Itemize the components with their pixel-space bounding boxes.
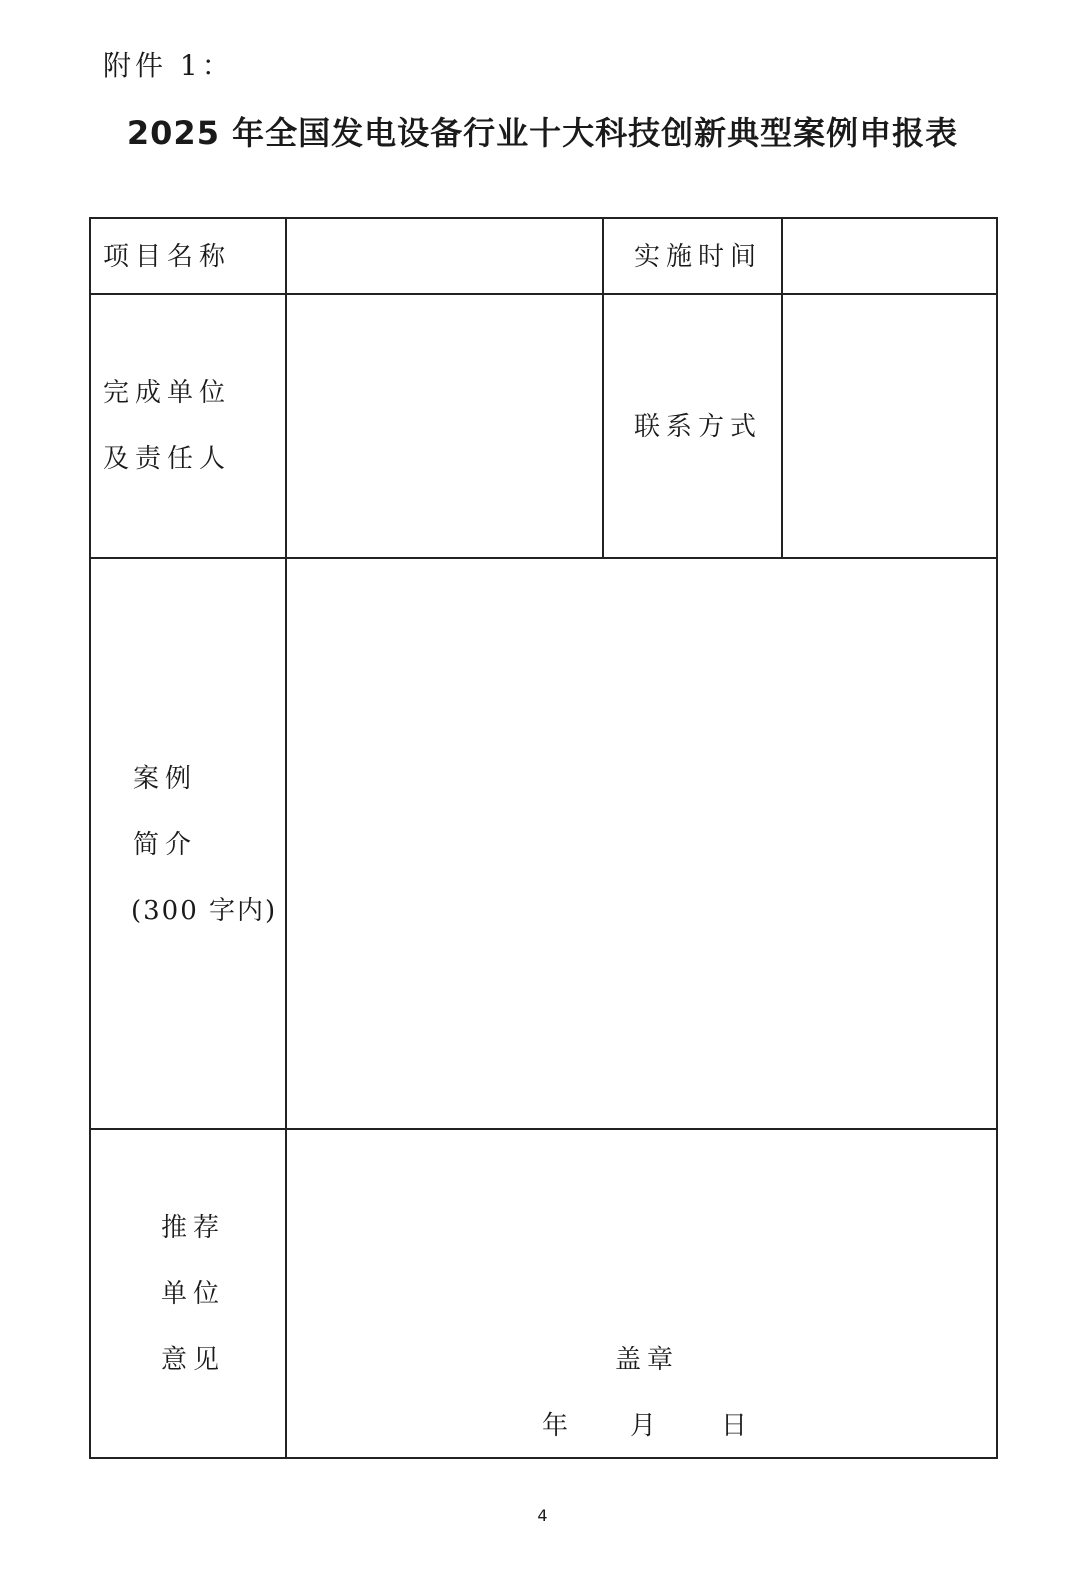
- page-number: 4: [537, 1506, 548, 1525]
- row-divider: [91, 1128, 996, 1130]
- case-label-line3: (300 字内): [131, 896, 278, 926]
- column-divider: [602, 219, 604, 559]
- date-month-label: 月: [630, 1411, 663, 1441]
- case-summary-field[interactable]: [291, 564, 991, 1124]
- row-divider: [91, 557, 996, 559]
- row-divider: [91, 293, 996, 295]
- contact-field[interactable]: [787, 299, 992, 554]
- contact-label: 联系方式: [634, 412, 763, 442]
- column-divider: [781, 219, 783, 559]
- case-label-line2: 简介: [133, 830, 198, 860]
- completion-unit-label-line1: 完成单位: [103, 378, 232, 408]
- seal-label: 盖章: [615, 1345, 680, 1375]
- date-year-label: 年: [542, 1411, 575, 1441]
- implementation-time-field[interactable]: [787, 223, 992, 291]
- date-day-label: 日: [721, 1411, 754, 1441]
- project-name-label: 项目名称: [103, 242, 232, 272]
- recommend-opinion-field[interactable]: [291, 1135, 991, 1315]
- recommend-label-line2: 单位: [161, 1279, 226, 1309]
- recommend-label-line3: 意见: [161, 1345, 226, 1375]
- implementation-time-label: 实施时间: [634, 242, 763, 272]
- column-divider: [285, 219, 287, 1457]
- case-label-line1: 案例: [133, 764, 198, 794]
- project-name-field[interactable]: [291, 223, 598, 291]
- application-form-table: [89, 217, 998, 1459]
- completion-unit-field[interactable]: [291, 299, 598, 554]
- attachment-label: 附件 1：: [103, 49, 234, 82]
- recommend-label-line1: 推荐: [161, 1213, 226, 1243]
- completion-unit-label-line2: 及责任人: [103, 444, 232, 474]
- form-title: 2025 年全国发电设备行业十大科技创新典型案例申报表: [126, 114, 959, 152]
